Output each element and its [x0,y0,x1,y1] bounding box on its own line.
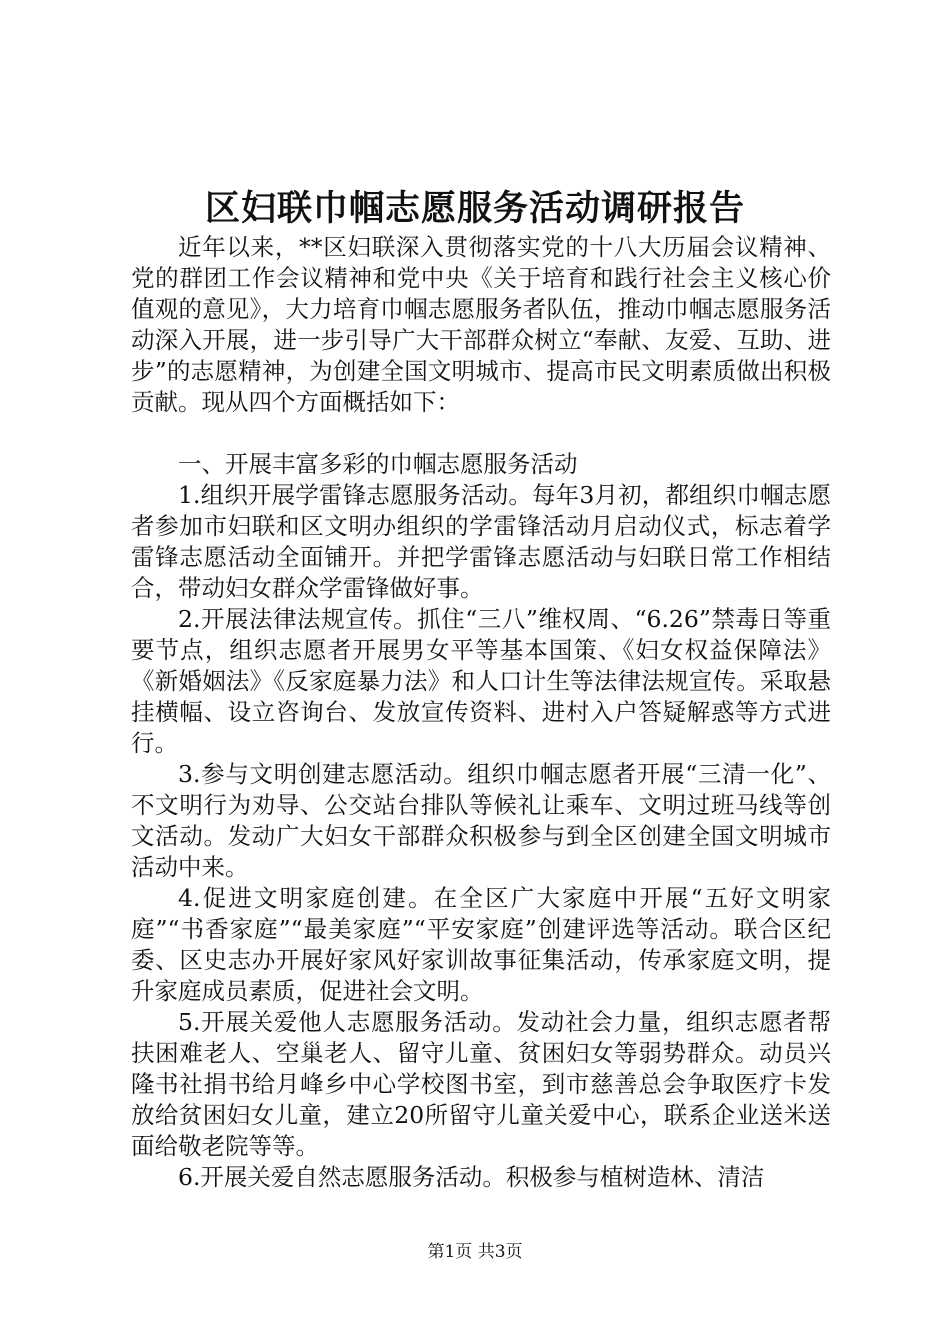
section-heading: 一、开展丰富多彩的巾帼志愿服务活动 [178,450,578,478]
paragraph-item-1: 1.组织开展学雷锋志愿服务活动。每年3月初，都组织巾帼志愿者参加市妇联和区文明办组织的学雷锋活动月启动仪式，标志着学雷锋志愿活动全面铺开。并把学雷锋志愿活动与妇联日常工作相结合，带动妇女群众学雷锋做好事。 [131,481,831,602]
document-title: 区妇联巾帼志愿服务活动调研报告 [204,188,745,229]
paragraph-item-3: 3.参与文明创建志愿活动。组织巾帼志愿者开展“三清一化”、不文明行为劝导、公交站台排队等候礼让乘车、文明过班马线等创文活动。发动广大妇女干部群众积极参与到全区创建全国文明城市活动中来。 [131,760,831,881]
intro-paragraph: 近年以来，**区妇联深入贯彻落实党的十八大历届会议精神、党的群团工作会议精神和党中央《关于培育和践行社会主义核心价值观的意见》，大力培育巾帼志愿服务者队伍，推动巾帼志愿服务活动深入开展，进一步引导广大干部群众树立“奉献、友爱、互助、进步”的志愿精神，为创建全国文明城市、提高市民文明素质做出积极贡献。现从四个方面概括如下： [131,233,831,416]
paragraph-item-5: 5.开展关爱他人志愿服务活动。发动社会力量，组织志愿者帮扶困难老人、空巢老人、留守儿童、贫困妇女等弱势群众。动员兴隆书社捐书给月峰乡中心学校图书室，到市慈善总会争取医疗卡发放给贫困妇女儿童，建立20所留守儿童关爱中心，联系企业送米送面给敬老院等等。 [131,1008,831,1160]
paragraph-item-4: 4.促进文明家庭创建。在全区广大家庭中开展“五好文明家庭”“书香家庭”“最美家庭”“平安家庭”创建评选等活动。联合区纪委、区史志办开展好家风好家训故事征集活动，传承家庭文明，提升家庭成员素质，促进社会文明。 [131,884,831,1005]
paragraph-item-2: 2.开展法律法规宣传。抓住“三八”维权周、“6.26”禁毒日等重要节点，组织志愿者开展男女平等基本国策、《妇女权益保障法》《新婚姻法》《反家庭暴力法》和人口计生等法律法规宣传。采取悬挂横幅、设立咨询台、发放宣传资料、进村入户答疑解惑等方式进行。 [131,605,831,757]
page-footer: 第1页 共3页 [427,1242,523,1262]
document-body [131,232,831,1193]
paragraph-item-6: 6.开展关爱自然志愿服务活动。积极参与植树造林、清洁 [178,1163,765,1191]
